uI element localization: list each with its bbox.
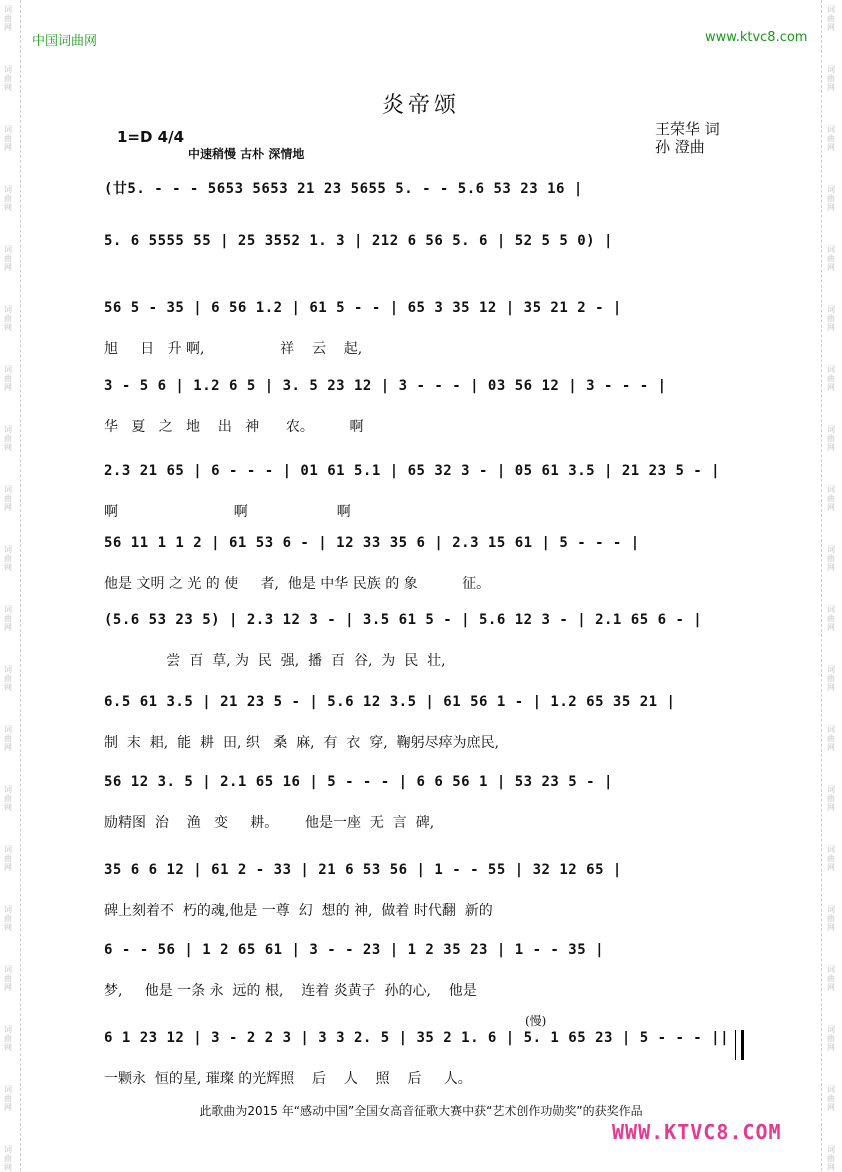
award-footnote: 此歌曲为2015 年“感动中国”全国女高音征歌大赛中获“艺术创作功勋奖”的获奖作品 <box>199 1104 643 1118</box>
song-title: 炎帝颂 <box>381 93 460 118</box>
score-line: 5. 6 5555 55 | 25 3552 1. 3 | 212 6 56 5. 6 | 52 5 5 0) | <box>104 233 613 249</box>
score-line: 2.3 21 65 | 6 - - - | 01 61 5.1 | 65 32 3 - | 05 61 3.5 | 21 23 5 - | <box>104 463 721 479</box>
score-line: 6.5 61 3.5 | 21 23 5 - | 5.6 12 3.5 | 61 56 1 - | 1.2 65 35 21 | <box>104 694 676 710</box>
watermark-text: 词 曲 网 <box>827 785 835 812</box>
watermark-text: 词 曲 网 <box>4 605 12 632</box>
lyric-line: 尝 百 草, 为 民 强, 播 百 谷, 为 民 壮, <box>104 653 446 669</box>
lyric-line: 一颗永 恒的星, 璀璨 的光辉照 后 人 照 后 人。 <box>104 1071 472 1087</box>
watermark-text: 词 曲 网 <box>827 725 835 752</box>
watermark-text: 词 曲 网 <box>827 1025 835 1052</box>
watermark-text: 词 曲 网 <box>4 1085 12 1112</box>
watermark-text: 词 曲 网 <box>4 185 12 212</box>
watermark-text: 词 曲 网 <box>827 545 835 572</box>
score-line: (5.6 53 23 5) | 2.3 12 3 - | 3.5 61 5 - | 5.6 12 3 - | 2.1 65 6 - | <box>104 612 703 628</box>
watermark-text: 词 曲 网 <box>827 425 835 452</box>
lyric-line: 励精图 治 渔 变 耕。 他是一座 无 言 碑, <box>104 815 435 831</box>
watermark-text: 词 曲 网 <box>827 305 835 332</box>
score-line: 6 - - 56 | 1 2 65 61 | 3 - - 23 | 1 2 35 23 | 1 - - 35 | <box>104 942 605 958</box>
left-watermark-strip <box>0 0 21 1171</box>
tempo-marking: 中速稍慢 古朴 深情地 <box>188 147 305 161</box>
score-line: 6 1 23 12 | 3 - 2 2 3 | 3 3 2. 5 | 35 2 1. 6 | 5. 1 65 23 | 5 - - - || <box>104 1030 730 1046</box>
score-line: (廿5. - - - 5653 5653 21 23 5655 5. - - 5.6 53 23 16 | <box>104 181 583 197</box>
watermark-text: 词 曲 网 <box>4 1025 12 1052</box>
watermark-text: 词 曲 网 <box>827 365 835 392</box>
watermark-text: 词 曲 网 <box>4 305 12 332</box>
watermark-text: 词 曲 网 <box>827 65 835 92</box>
score-line: 56 5 - 35 | 6 56 1.2 | 61 5 - - | 65 3 35 12 | 35 21 2 - | <box>104 300 622 316</box>
final-barline <box>735 1030 744 1060</box>
lyric-line: 啊 啊 啊 <box>104 504 351 520</box>
watermark-text: 词 曲 网 <box>827 1145 835 1172</box>
watermark-text: 词 曲 网 <box>4 125 12 152</box>
watermark-text: 词 曲 网 <box>4 425 12 452</box>
lyric-line: 碑上刻着不 朽的魂,他是 一尊 幻 想的 神, 做着 时代翻 新的 <box>104 903 493 919</box>
watermark-text: 词 曲 网 <box>4 725 12 752</box>
score-line: 35 6 6 12 | 61 2 - 33 | 21 6 53 56 | 1 - - 55 | 32 12 65 | <box>104 862 622 878</box>
watermark-text: 词 曲 网 <box>4 485 12 512</box>
watermark-text: 词 曲 网 <box>4 365 12 392</box>
watermark-text: 词 曲 网 <box>827 965 835 992</box>
watermark-text: 词 曲 网 <box>827 485 835 512</box>
watermark-text: 词 曲 网 <box>4 665 12 692</box>
watermark-text: 词 曲 网 <box>4 65 12 92</box>
slow-marking: (慢) <box>525 1014 547 1028</box>
watermark-text: 词 曲 网 <box>827 185 835 212</box>
watermark-text: 词 曲 网 <box>827 605 835 632</box>
site-url-right[interactable]: www.ktvc8.com <box>705 30 808 45</box>
lyric-line: 梦, 他是 一条 永 远的 根, 连着 炎黄子 孙的心, 他是 <box>104 983 477 999</box>
watermark-text: 词 曲 网 <box>827 5 835 32</box>
watermark-text: 词 曲 网 <box>4 545 12 572</box>
watermark-text: 词 曲 网 <box>4 965 12 992</box>
watermark-text: 词 曲 网 <box>4 5 12 32</box>
score-line: 56 11 1 1 2 | 61 53 6 - | 12 33 35 6 | 2.3 15 61 | 5 - - - | <box>104 535 640 551</box>
lyric-line: 华 夏 之 地 出 神 农。 啊 <box>104 419 364 435</box>
lyricist-credit: 王荣华 词 <box>655 120 720 138</box>
watermark-text: 词 曲 网 <box>827 905 835 932</box>
lyric-line: 制 末 耜, 能 耕 田, 织 桑 麻, 有 衣 穿, 鞠躬尽瘁为庶民, <box>104 735 500 751</box>
watermark-text: 词 曲 网 <box>4 1145 12 1172</box>
watermark-text: 词 曲 网 <box>827 1085 835 1112</box>
right-watermark-strip <box>821 0 842 1171</box>
site-logo[interactable]: WWW.KTVC8.COM <box>612 1120 782 1144</box>
lyric-line: 旭 日 升 啊, 祥 云 起, <box>104 341 363 357</box>
watermark-text: 词 曲 网 <box>4 245 12 272</box>
watermark-text: 词 曲 网 <box>4 905 12 932</box>
watermark-text: 词 曲 网 <box>827 125 835 152</box>
watermark-text: 词 曲 网 <box>827 665 835 692</box>
key-signature: 1=D 4/4 <box>117 128 185 146</box>
watermark-text: 词 曲 网 <box>4 785 12 812</box>
score-line: 56 12 3. 5 | 2.1 65 16 | 5 - - - | 6 6 56 1 | 53 23 5 - | <box>104 774 613 790</box>
score-line: 3 - 5 6 | 1.2 6 5 | 3. 5 23 12 | 3 - - - | 03 56 12 | 3 - - - | <box>104 378 667 394</box>
watermark-text: 词 曲 网 <box>827 845 835 872</box>
lyric-line: 他是 文明 之 光 的 使 者, 他是 中华 民族 的 象 征。 <box>104 576 491 592</box>
watermark-text: 词 曲 网 <box>827 245 835 272</box>
watermark-text: 词 曲 网 <box>4 845 12 872</box>
site-name-left[interactable]: 中国词曲网 <box>32 34 98 49</box>
composer-credit: 孙 澄曲 <box>655 138 705 156</box>
